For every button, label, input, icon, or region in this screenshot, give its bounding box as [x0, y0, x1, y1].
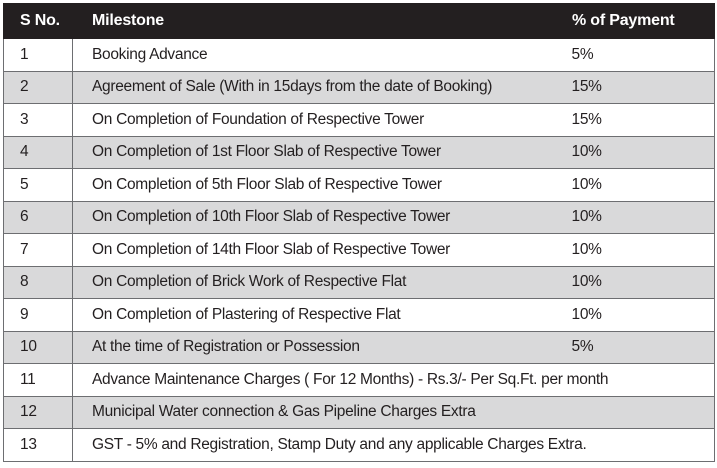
table-row — [4, 266, 715, 299]
table-row — [4, 429, 715, 462]
table-row — [4, 201, 715, 234]
row-milestone: On Completion of 1st Floor Slab of Respective Tower — [73, 136, 553, 169]
payment-schedule-table — [3, 3, 715, 462]
row-milestone: On Completion of 10th Floor Slab of Respective Tower — [73, 201, 553, 234]
row-payment: 10% — [553, 266, 715, 299]
row-milestone: At the time of Registration or Possession — [73, 331, 553, 364]
table-body — [4, 39, 715, 462]
header-sno: S No. — [4, 4, 73, 39]
row-sno: 5 — [4, 169, 73, 202]
row-sno: 2 — [4, 71, 73, 104]
row-sno: 13 — [4, 429, 73, 462]
row-milestone: Advance Maintenance Charges ( For 12 Months) - Rs.3/- Per Sq.Ft. per month — [73, 364, 715, 397]
table-row — [4, 71, 715, 104]
row-milestone: On Completion of Plastering of Respective Flat — [73, 299, 553, 332]
row-milestone: GST - 5% and Registration, Stamp Duty and any applicable Charges Extra. — [73, 429, 715, 462]
row-payment: 5% — [553, 331, 715, 364]
row-sno: 11 — [4, 364, 73, 397]
row-sno: 10 — [4, 331, 73, 364]
row-payment: 10% — [553, 234, 715, 267]
row-sno: 3 — [4, 104, 73, 137]
payment-plan-sheet — [3, 3, 714, 465]
table-row — [4, 104, 715, 137]
header-payment: % of Payment — [553, 4, 715, 39]
row-payment: 5% — [553, 39, 715, 72]
table-row — [4, 136, 715, 169]
row-milestone: On Completion of Foundation of Respective Tower — [73, 104, 553, 137]
row-sno: 1 — [4, 39, 73, 72]
row-payment: 15% — [553, 71, 715, 104]
row-milestone: On Completion of 5th Floor Slab of Respective Tower — [73, 169, 553, 202]
row-milestone: On Completion of 14th Floor Slab of Respective Tower — [73, 234, 553, 267]
table-row — [4, 234, 715, 267]
row-payment: 10% — [553, 136, 715, 169]
row-milestone: Municipal Water connection & Gas Pipeline Charges Extra — [73, 396, 715, 429]
table-row — [4, 39, 715, 72]
row-sno: 7 — [4, 234, 73, 267]
table-header — [4, 4, 715, 39]
row-sno: 9 — [4, 299, 73, 332]
row-payment: 10% — [553, 169, 715, 202]
table-row — [4, 299, 715, 332]
row-milestone: On Completion of Brick Work of Respective Flat — [73, 266, 553, 299]
table-row — [4, 169, 715, 202]
row-payment: 10% — [553, 201, 715, 234]
row-sno: 12 — [4, 396, 73, 429]
header-row — [4, 4, 715, 39]
row-sno: 8 — [4, 266, 73, 299]
row-sno: 6 — [4, 201, 73, 234]
row-milestone: Booking Advance — [73, 39, 553, 72]
table-row — [4, 364, 715, 397]
row-milestone: Agreement of Sale (With in 15days from the date of Booking) — [73, 71, 553, 104]
header-milestone: Milestone — [73, 4, 553, 39]
row-payment: 10% — [553, 299, 715, 332]
row-sno: 4 — [4, 136, 73, 169]
table-row — [4, 396, 715, 429]
row-payment: 15% — [553, 104, 715, 137]
table-row — [4, 331, 715, 364]
